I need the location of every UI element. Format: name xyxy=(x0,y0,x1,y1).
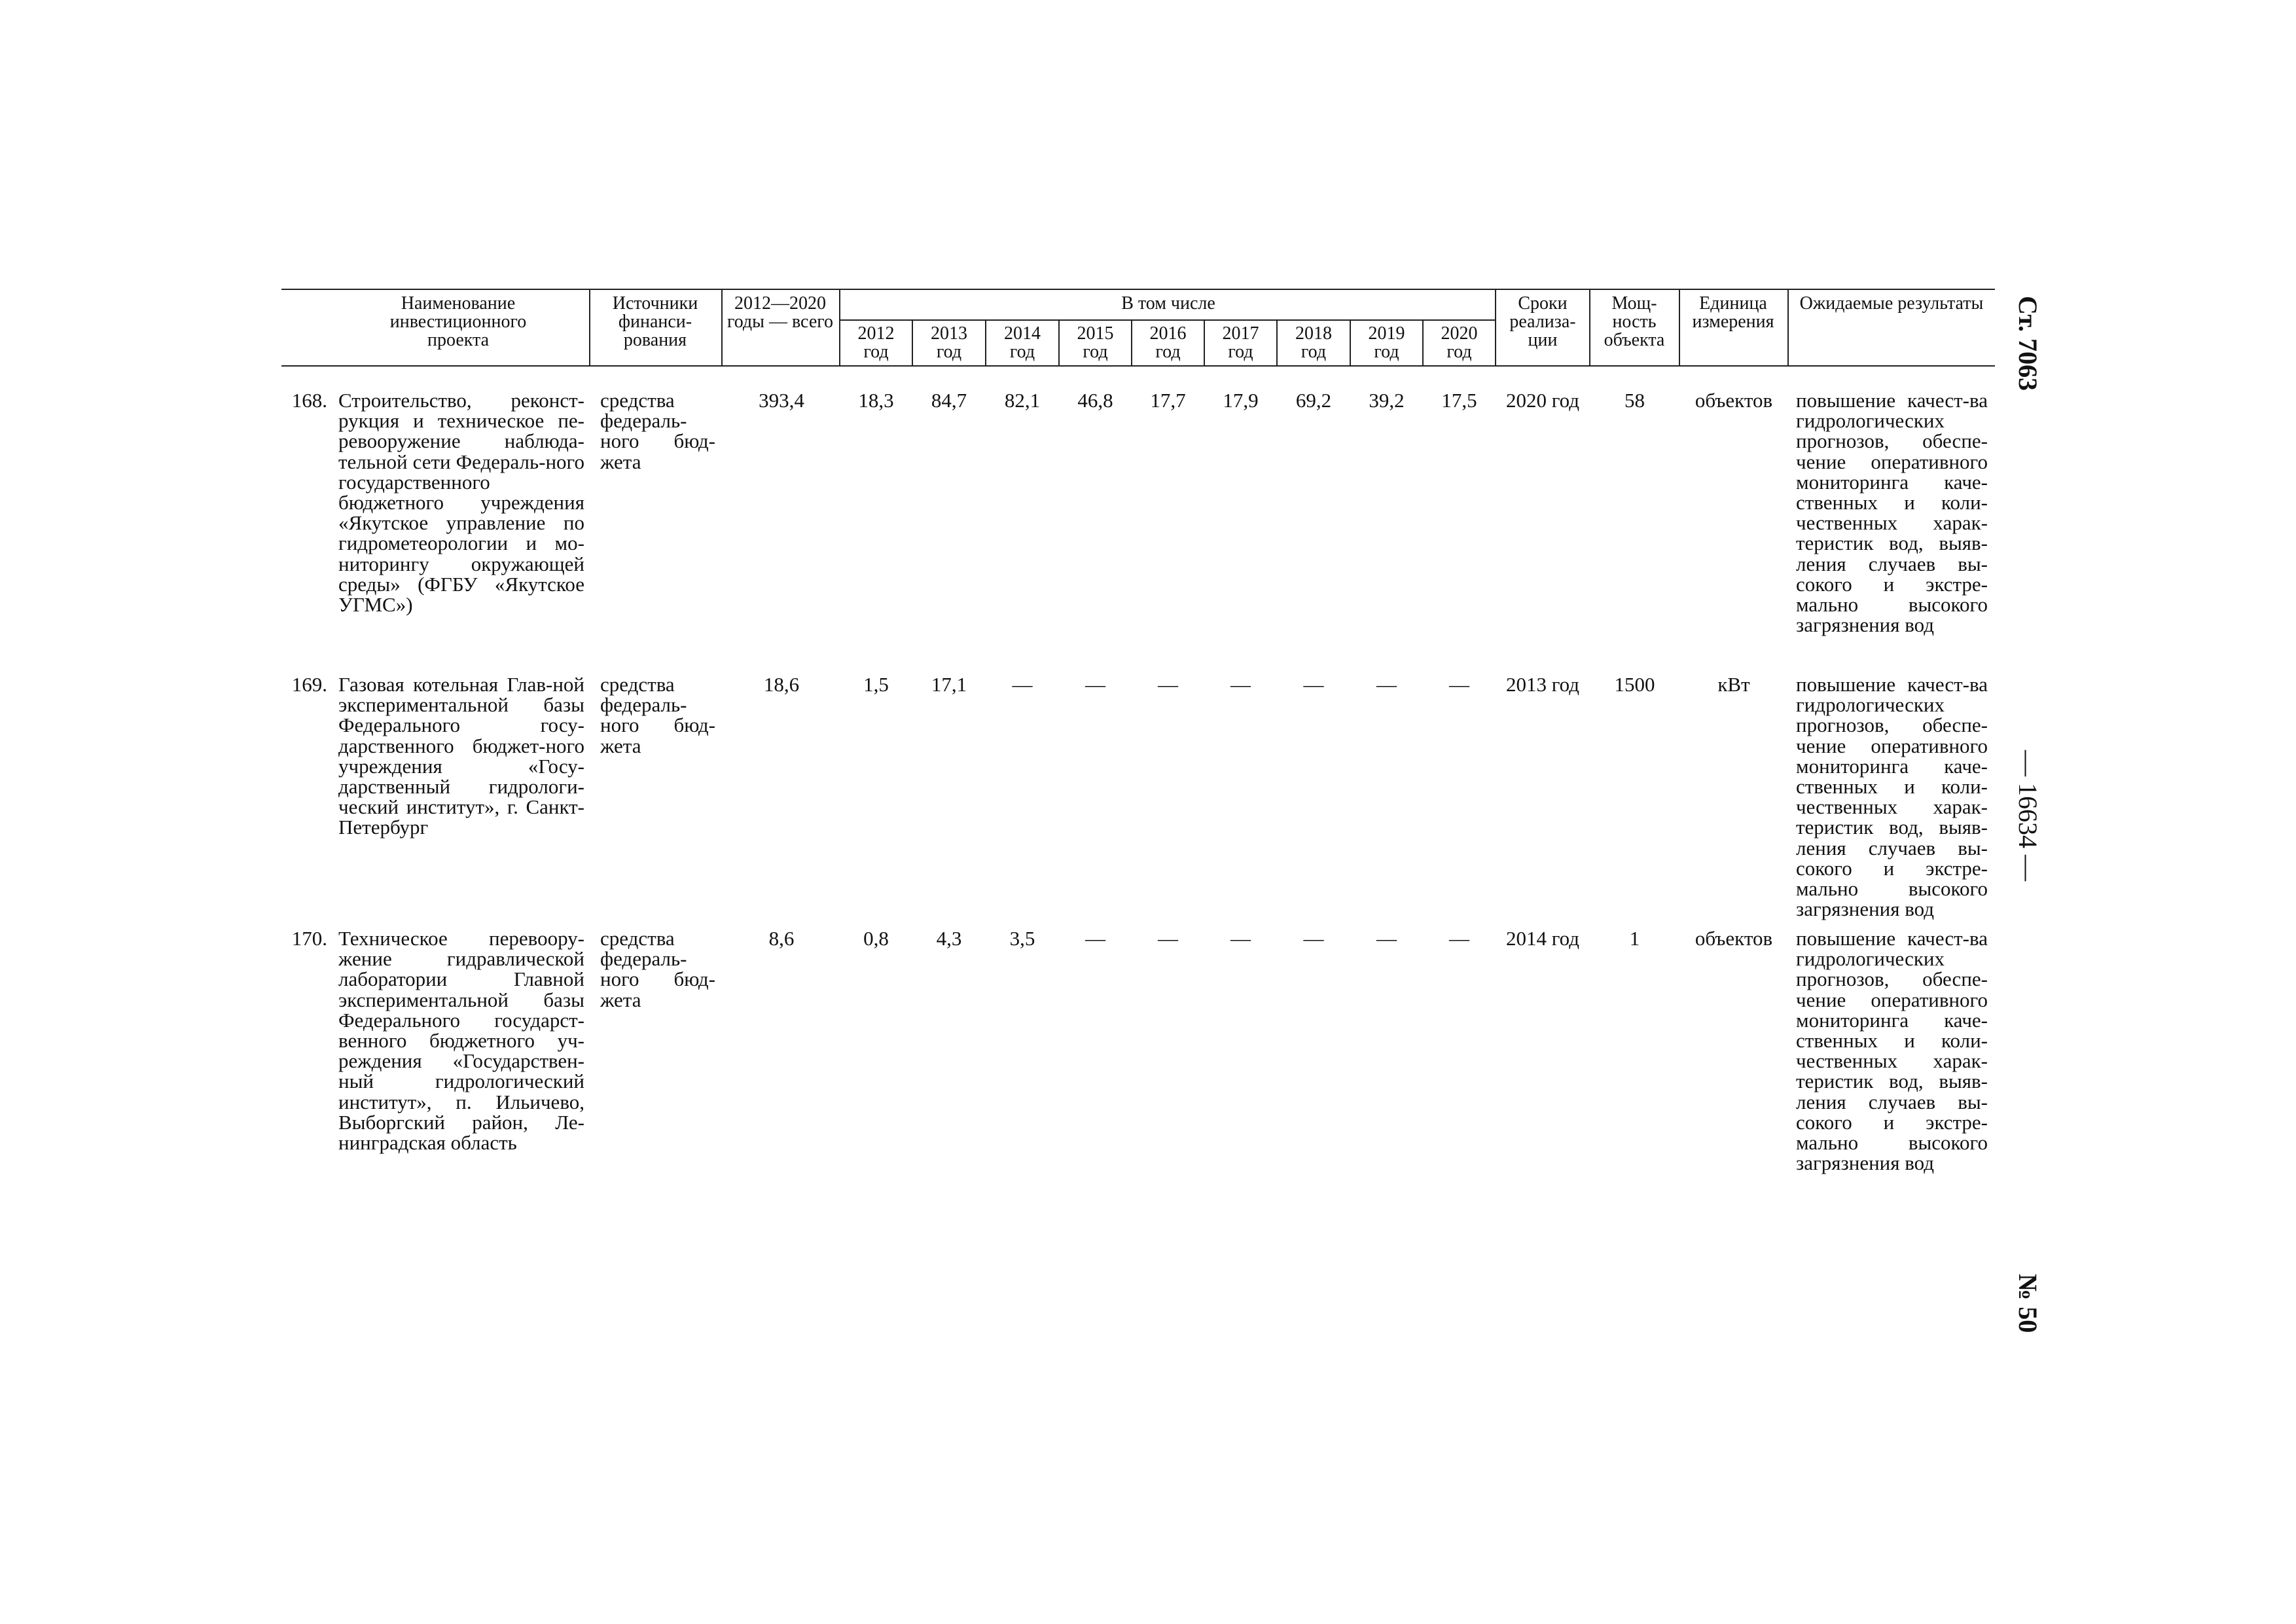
year-value: 18,3 xyxy=(858,389,894,412)
year-value: 17,7 xyxy=(1150,389,1186,412)
header-source: Источники финанси-рования xyxy=(612,293,698,350)
unit-value: кВт xyxy=(1717,673,1750,696)
total-value: 8,6 xyxy=(768,927,795,950)
year-value: 4,3 xyxy=(936,927,962,950)
year-value: — xyxy=(1303,927,1324,950)
year-value: — xyxy=(1376,927,1397,950)
header-terms: Сроки реализа-ции xyxy=(1509,293,1576,350)
capacity-value: 1500 xyxy=(1614,673,1655,696)
project-name: Техническое перевоору-жение гидравлической лаборатории Главной экспериментальной базы Федерального государст-венного бюджетного уч-реждения «Государствен-ный гидрологический институт», п. Ильичево, Выборгский район, Ле-нинградская область xyxy=(338,927,584,1155)
total-value: 18,6 xyxy=(763,673,800,696)
year-value: — xyxy=(1230,927,1251,950)
header-year-2020: 2020 год xyxy=(1441,323,1478,362)
header-results: Ожидаемые результаты xyxy=(1799,293,1984,314)
capacity-value: 1 xyxy=(1629,927,1640,950)
header-including: В том числе xyxy=(1121,293,1215,314)
year-value: 17,1 xyxy=(931,673,967,696)
unit-value: объектов xyxy=(1695,927,1773,950)
year-value: 84,7 xyxy=(931,389,967,412)
years-header-rule xyxy=(839,319,1496,321)
expected-results: повышение качест-ва гидрологических прогнозов, обеспе-чение оперативного мониторинга каче-ственных и коли-чественных харак-теристик вод, выяв-ления случаев вы-сокого и экстре-мально высокого загрязнения вод xyxy=(1796,673,1988,921)
header-divider xyxy=(1495,289,1496,367)
expected-results: повышение качест-ва гидрологических прогнозов, обеспе-чение оперативного мониторинга каче-ственных и коли-чественных харак-теристик вод, выяв-ления случаев вы-сокого и экстре-мально высокого загрязнения вод xyxy=(1796,389,1988,637)
header-divider xyxy=(1589,289,1590,367)
year-value: — xyxy=(1158,673,1178,696)
header-year-2014: 2014 год xyxy=(1004,323,1041,362)
year-value: 0,8 xyxy=(863,927,889,950)
year-value: 17,9 xyxy=(1223,389,1259,412)
header-year-2017: 2017 год xyxy=(1222,323,1259,362)
header-year-2015: 2015 год xyxy=(1077,323,1114,362)
page-reference: Ст. 7063 xyxy=(2013,296,2043,391)
header-year-2019: 2019 год xyxy=(1368,323,1405,362)
unit-value: объектов xyxy=(1695,389,1773,412)
header-divider xyxy=(589,289,590,367)
expected-results: повышение качест-ва гидрологических прогнозов, обеспе-чение оперативного мониторинга каче-ственных и коли-чественных харак-теристик вод, выяв-ления случаев вы-сокого и экстре-мально высокого загрязнения вод xyxy=(1796,927,1988,1175)
year-value: 17,5 xyxy=(1441,389,1477,412)
financing-source: средства федераль-ного бюд-жета xyxy=(600,927,715,1011)
year-value: — xyxy=(1085,673,1105,696)
capacity-value: 58 xyxy=(1624,389,1645,412)
header-year-2018: 2018 год xyxy=(1295,323,1332,362)
financing-source: средства федераль-ного бюд-жета xyxy=(600,389,715,473)
header-year-2012: 2012 год xyxy=(857,323,895,362)
year-value: 69,2 xyxy=(1295,389,1332,412)
row-number: 168. xyxy=(291,389,327,412)
year-value: — xyxy=(1303,673,1324,696)
header-divider xyxy=(721,289,723,367)
header-year-2013: 2013 год xyxy=(931,323,967,362)
project-name: Строительство, реконст-рукция и техническое пе-ревооружение наблюда-тельной сети Федераль-ного государственного бюджетного учреждения «Якутское управление по гидрометеорологии и мо-ниторингу окружающей среды» (ФГБУ «Якутское УГМС») xyxy=(338,389,584,617)
header-capacity: Мощ-ность объекта xyxy=(1604,293,1665,350)
implementation-term: 2014 год xyxy=(1505,927,1580,950)
table-top-rule xyxy=(281,289,1995,290)
page-number: — 16634 — xyxy=(2013,750,2043,881)
financing-source: средства федераль-ного бюд-жета xyxy=(600,673,715,757)
year-value: — xyxy=(1449,673,1469,696)
header-divider xyxy=(1787,289,1789,367)
year-value: 3,5 xyxy=(1009,927,1035,950)
issue-number: № 50 xyxy=(2013,1274,2043,1333)
header-year-2016: 2016 год xyxy=(1149,323,1187,362)
header-total: 2012—2020 годы — всего xyxy=(726,293,834,332)
year-value: — xyxy=(1085,927,1105,950)
total-value: 393,4 xyxy=(759,389,804,412)
header-unit: Единица измерения xyxy=(1692,293,1774,332)
year-value: — xyxy=(1230,673,1251,696)
project-name: Газовая котельная Глав-ной экспериментальной базы Федерального госу-дарственного бюджет-ного учреждения «Госу-дарственный гидрологи-ческий институт», г. Санкт-Петербург xyxy=(338,673,584,839)
header-divider xyxy=(1679,289,1680,367)
year-value: 46,8 xyxy=(1077,389,1113,412)
header-bottom-rule xyxy=(281,365,1995,367)
year-value: — xyxy=(1376,673,1397,696)
year-value: 82,1 xyxy=(1004,389,1041,412)
year-value: — xyxy=(1449,927,1469,950)
header-name: Наименование инвестиционного проекта xyxy=(389,293,527,350)
year-value: 39,2 xyxy=(1369,389,1405,412)
implementation-term: 2013 год xyxy=(1505,673,1580,696)
row-number: 169. xyxy=(291,673,327,696)
year-value: — xyxy=(1158,927,1178,950)
year-value: — xyxy=(1012,673,1033,696)
row-number: 170. xyxy=(291,927,327,950)
implementation-term: 2020 год xyxy=(1505,389,1580,412)
year-value: 1,5 xyxy=(863,673,889,696)
